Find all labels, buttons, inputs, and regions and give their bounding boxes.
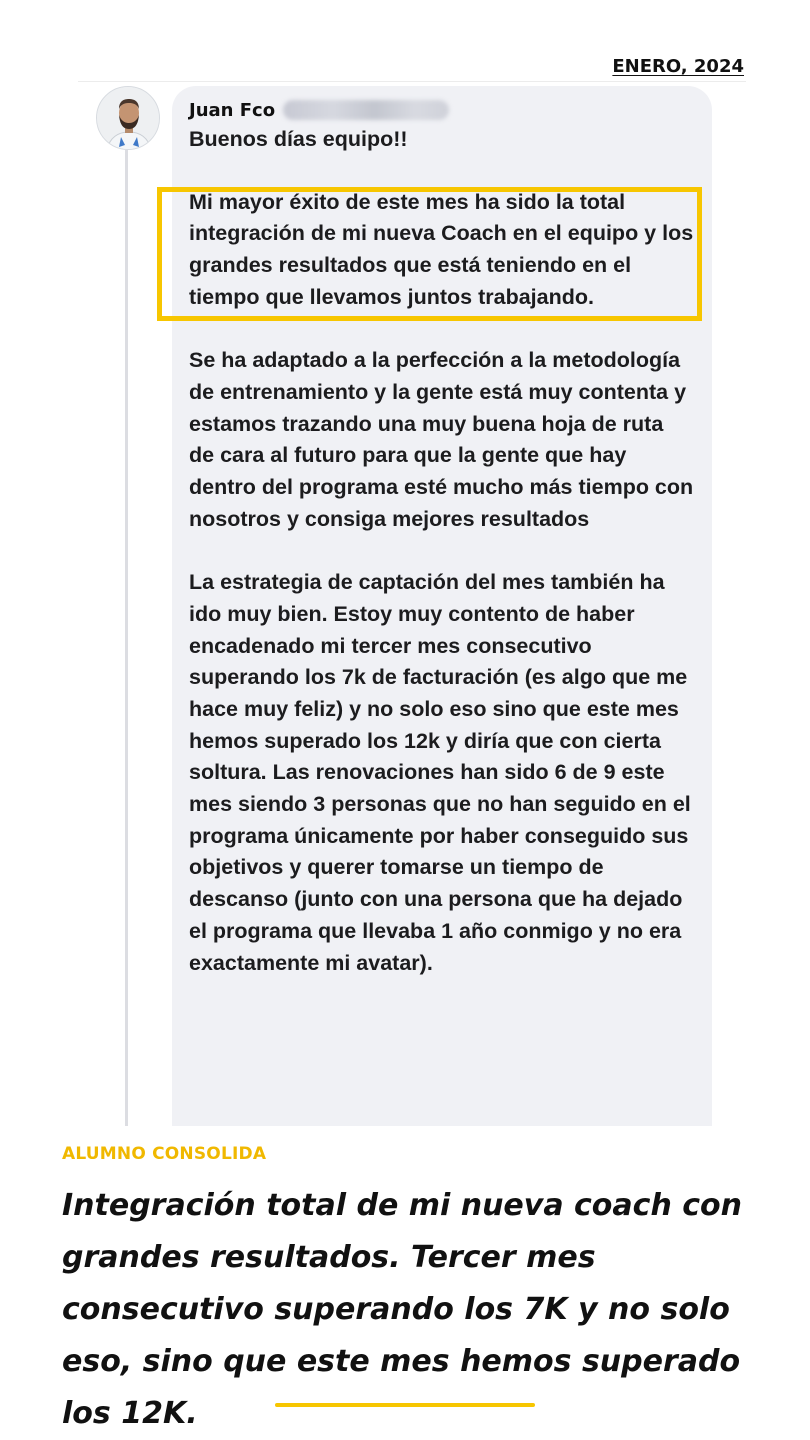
avatar[interactable] xyxy=(96,86,160,150)
paragraph-3: La estrategia de captación del mes también ha ido muy bien. Estoy muy contento de haber encadenado mi tercer mes consecutivo superando los 7k de facturación (es algo que me hace muy feliz) y no solo eso sino que este mes hemos superado los 12k y diría que con cierta soltura. Las renovaciones han sido 6 de 9 este mes siendo 3 personas que no han seguido en el programa únicamente por haber conseguido sus objetivos y querer tomarse un tiempo de descanso (junto con una persona que ha dejado el programa que llevaba 1 año conmigo y no era exactamente mi avatar). xyxy=(189,570,691,975)
top-divider xyxy=(78,81,746,82)
section-label: ALUMNO CONSOLIDA xyxy=(62,1144,267,1164)
summary-headline: Integración total de mi nueva coach con grandes resultados. Tercer mes consecutivo superando los 7K y no solo eso, sino que este mes hemos superado los 12K. xyxy=(62,1188,742,1431)
thread-line xyxy=(125,150,128,1126)
blurred-surname xyxy=(283,100,449,120)
author-name[interactable]: Juan Fco xyxy=(189,99,276,121)
highlight-box xyxy=(157,187,702,321)
greeting-text: Buenos días equipo!! xyxy=(189,127,408,151)
paragraph-1: Mi mayor éxito de este mes ha sido la total integración de mi nueva Coach en el equipo y los grandes resultados que está teniendo en el tiempo que llevamos juntos trabajando. xyxy=(189,189,694,309)
author-row xyxy=(189,98,694,122)
accent-divider xyxy=(275,1403,535,1407)
date-heading: ENERO, 2024 xyxy=(612,56,744,77)
paragraph-2: Se ha adaptado a la perfección a la metodología de entrenamiento y la gente está muy contenta y estamos trazando una muy buena hoja de ruta de cara al futuro para que la gente que hay dentro del programa esté mucho más tiempo con nosotros y consiga mejores resultados xyxy=(189,348,694,531)
avatar-user-icon xyxy=(97,87,160,150)
